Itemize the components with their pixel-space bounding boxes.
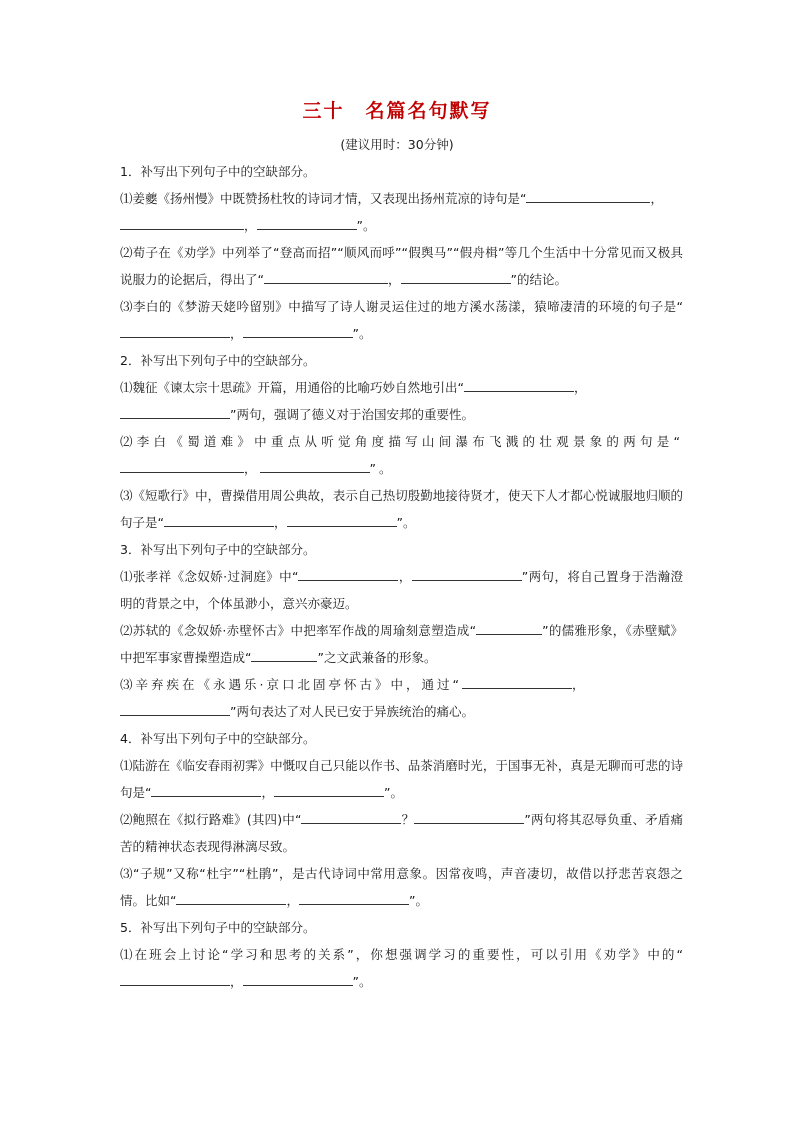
question-1-item-3: ⑶李白的《梦游天姥吟留别》中描写了诗人谢灵运住过的地方溪水荡漾，猿啼凄清的环境的句子是“， ”。 bbox=[120, 299, 683, 341]
question-3-item-1: ⑴张孝祥《念奴娇·过洞庭》中“ ， ”两句，将自己置身于浩瀚澄明的背景之中，个体虽渺小，意兴亦豪迈。 bbox=[120, 563, 683, 617]
question-4-heading: 4．补写出下列句子中的空缺部分。 bbox=[120, 731, 316, 746]
answer-blank[interactable] bbox=[176, 890, 286, 905]
answer-blank[interactable] bbox=[401, 269, 511, 284]
question-3-item-2: ⑵苏轼的《念奴娇·赤壁怀古》中把率军作战的周瑜刻意塑造成“ ”的儒雅形象，《赤壁赋》中把军事家曹操塑造成“ ”之文武兼备的形象。 bbox=[120, 617, 683, 671]
answer-blank[interactable] bbox=[412, 566, 522, 581]
answer-blank[interactable] bbox=[251, 647, 317, 662]
question-1-item-1: ⑴姜夔《扬州慢》中既赞扬杜牧的诗词才情，又表现出扬州荒凉的诗句是“ ， ， ”。 bbox=[120, 185, 683, 239]
answer-blank[interactable] bbox=[120, 323, 230, 338]
answer-blank[interactable] bbox=[414, 809, 524, 824]
answer-blank[interactable] bbox=[464, 377, 574, 392]
answer-blank[interactable] bbox=[164, 512, 274, 527]
answer-blank[interactable] bbox=[120, 404, 230, 419]
answer-blank[interactable] bbox=[287, 512, 397, 527]
answer-blank[interactable] bbox=[476, 620, 542, 635]
question-2-item-3: ⑶《短歌行》中，曹操借用周公典故，表示自己热切殷勤地接待贤才，使天下人才都心悦诚服地归顺的句子是“ ， ”。 bbox=[120, 488, 683, 530]
answer-blank[interactable] bbox=[120, 971, 230, 986]
answer-blank[interactable] bbox=[264, 269, 388, 284]
answer-blank[interactable] bbox=[257, 215, 357, 230]
question-2-item-1: ⑴魏征《谏太宗十思疏》开篇，用通俗的比喻巧妙自然地引出“ ， ”两句，强调了德义对于治国安邦的重要性。 bbox=[120, 374, 683, 428]
question-4-item-3: ⑶“子规”又称“杜宇”“杜鹃”，是古代诗词中常用意象。因常夜鸣，声音凄切，故借以抒悲苦哀怨之情。比如“ ， ”。 bbox=[120, 866, 683, 908]
suggested-time: (建议用时：30分钟) bbox=[340, 137, 454, 152]
question-list bbox=[120, 158, 683, 995]
answer-blank[interactable] bbox=[462, 674, 572, 689]
answer-blank[interactable] bbox=[120, 215, 244, 230]
question-3-item-3: ⑶辛弃疾在《永遇乐·京口北固亭怀古》中，通过“ ， ”两句表达了对人民已安于异族统治的痛心。 bbox=[120, 671, 683, 725]
answer-blank[interactable] bbox=[120, 458, 244, 473]
answer-blank[interactable] bbox=[243, 971, 353, 986]
question-2-item-2: ⑵李白《蜀道难》中重点从听觉角度描写山间瀑布飞溅的壮观景象的两句是“， ”。 bbox=[120, 434, 683, 476]
question-4-item-1: ⑴陆游在《临安春雨初霁》中慨叹自己只能以作书、品茶消磨时光，于国事无补，真是无聊而可悲的诗句是“ ， ”。 bbox=[120, 758, 683, 800]
answer-blank[interactable] bbox=[526, 188, 650, 203]
answer-blank[interactable] bbox=[301, 809, 401, 824]
answer-blank[interactable] bbox=[298, 566, 398, 581]
page-title: 三十 名篇名句默写 bbox=[302, 100, 492, 122]
answer-blank[interactable] bbox=[151, 782, 261, 797]
question-1-item-2: ⑵荀子在《劝学》中列举了“登高而招”“顺风而呼”“假舆马”“假舟楫”等几个生活中十分常见而又极具说服力的论据后，得出了“ ， ”的结论。 bbox=[120, 245, 683, 287]
answer-blank[interactable] bbox=[120, 701, 230, 716]
answer-blank[interactable] bbox=[260, 458, 370, 473]
answer-blank[interactable] bbox=[243, 323, 353, 338]
question-2-heading: 2．补写出下列句子中的空缺部分。 bbox=[120, 353, 316, 368]
question-3-heading: 3．补写出下列句子中的空缺部分。 bbox=[120, 542, 316, 557]
question-5-item-1: ⑴在班会上讨论“学习和思考的关系”，你想强调学习的重要性，可以引用《劝学》中的“， ”。 bbox=[120, 947, 683, 989]
question-4-item-2: ⑵鲍照在《拟行路难》(其四)中“ ？ ”两句将其忍辱负重、矛盾痛苦的精神状态表现得淋漓尽致。 bbox=[120, 806, 683, 860]
question-5-heading: 5．补写出下列句子中的空缺部分。 bbox=[120, 920, 316, 935]
answer-blank[interactable] bbox=[299, 890, 409, 905]
answer-blank[interactable] bbox=[274, 782, 384, 797]
question-1-heading: 1．补写出下列句子中的空缺部分。 bbox=[120, 164, 316, 179]
